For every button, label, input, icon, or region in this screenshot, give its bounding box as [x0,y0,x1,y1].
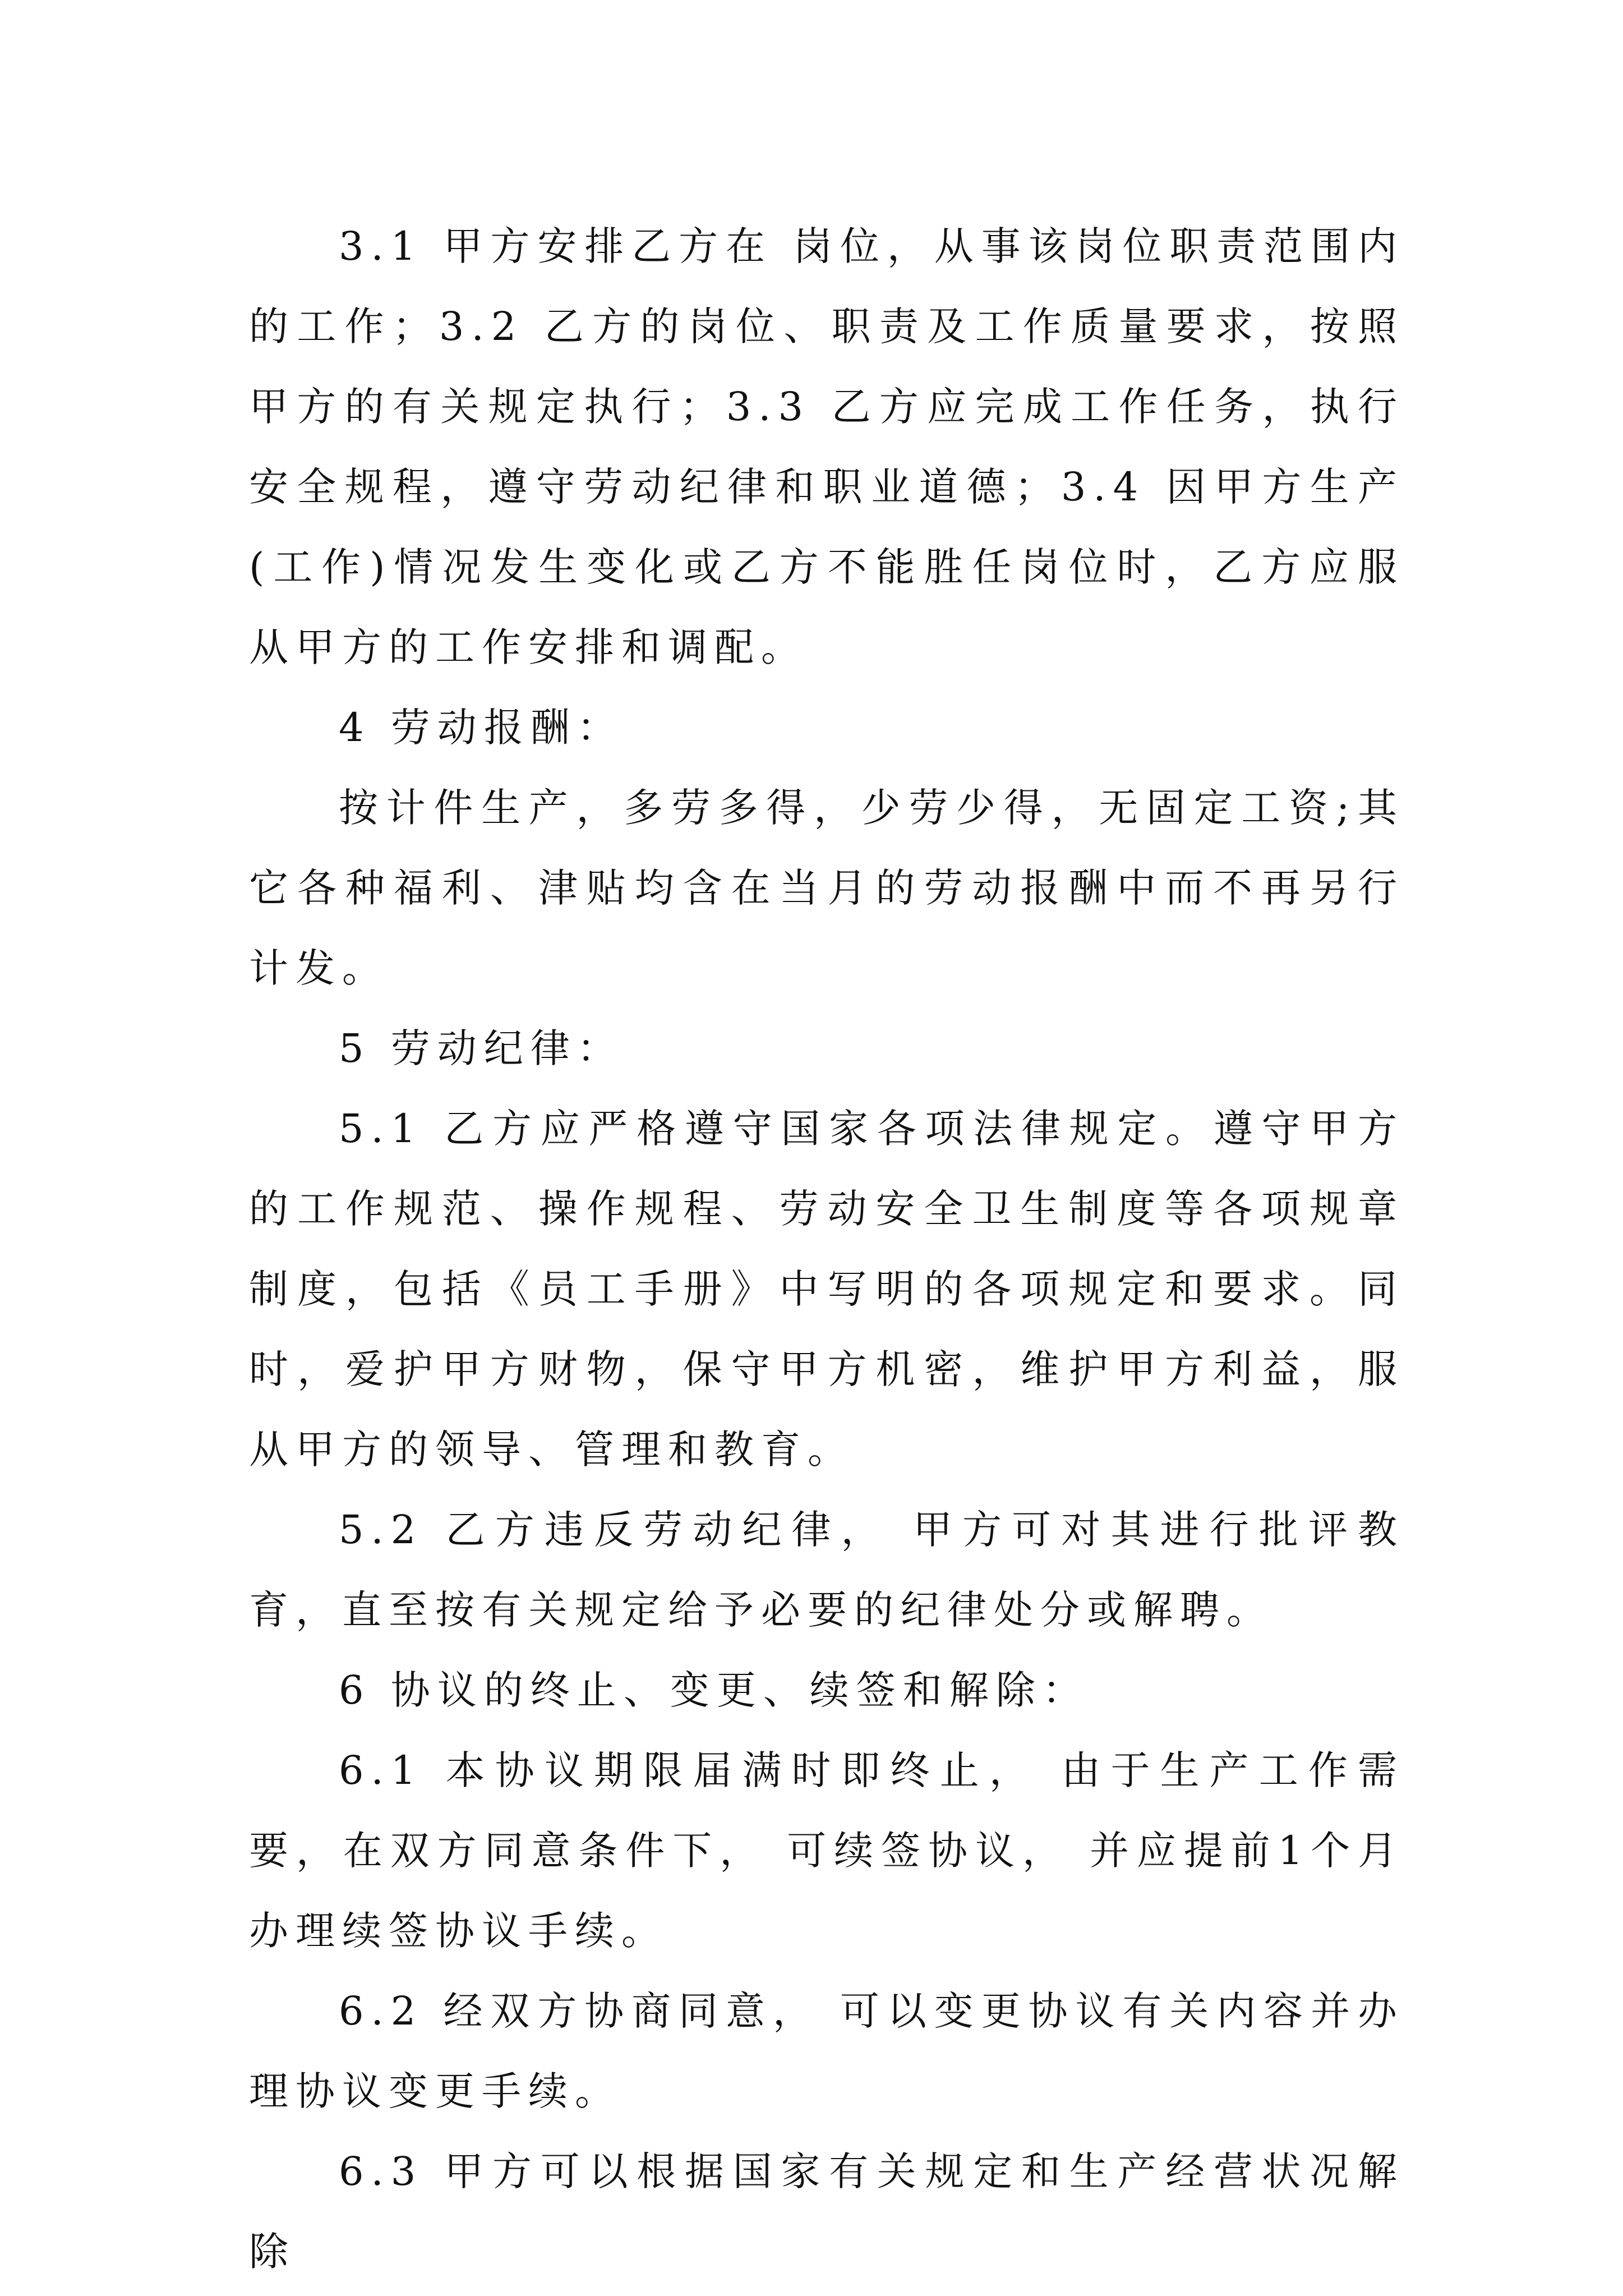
paragraph-4-remuneration: 按计件生产，多劳多得，少劳少得，无固定工资;其它各种福利、津贴均含在当月的劳动报酬中而不再另行计发。 [249,785,1404,991]
heading-6-termination: 6 协议的终止、变更、续签和解除： [339,1667,1089,1713]
paragraph-6-3: 6.3 甲方可以根据国家有关规定和生产经营状况解除 [249,2148,1404,2275]
paragraph-5-2: 5.2 乙方违反劳动纪律， 甲方可对其进行批评教育，直至按有关规定给予必要的纪律处分或解聘。 [249,1507,1404,1633]
document-body [249,206,1404,2292]
paragraph-5-1: 5.1 乙方应严格遵守国家各项法律规定。遵守甲方的工作规范、操作规程、劳动安全卫生制度等各项规章制度，包括《员工手册》中写明的各项规定和要求。同时，爱护甲方财物，保守甲方机密，维护甲方利益，服从甲方的领导、管理和教育。 [249,1106,1404,1473]
paragraph-6-1: 6.1 本协议期限届满时即终止， 由于生产工作需要，在双方同意条件下， 可续签协议， 并应提前1个月办理续签协议手续。 [249,1747,1404,1954]
paragraph-3-job-duties: 3.1 甲方安排乙方在 岗位，从事该岗位职责范围内的工作；3.2 乙方的岗位、职责及工作质量要求，按照甲方的有关规定执行；3.3 乙方应完成工作任务，执行安全规程，遵守劳动纪律和职业道德；3.4 因甲方生产(工作)情况发生变化或乙方不能胜任岗位时，乙方应服从甲方的工作安排和调配。 [249,223,1404,670]
paragraph-6-2: 6.2 经双方协商同意， 可以变更协议有关内容并办理协议变更手续。 [249,1988,1404,2114]
heading-5-labor-discipline: 5 劳动纪律： [339,1025,624,1071]
heading-4-remuneration: 4 劳动报酬： [339,705,624,751]
